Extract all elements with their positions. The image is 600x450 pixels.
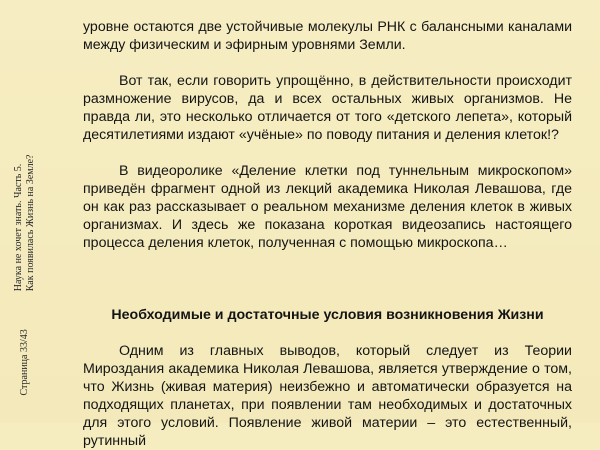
paragraph-3: В видеоролике «Деление клетки под туннельным микроскопом» приведён фрагмент одной из лекций академика Николая Левашова, где он как раз рассказывает о реальном механизме деления клеток в живых организмах. И здесь же показана короткая видеозапись настоящего процесса деления клеток, полученная с помощью микроскопа… bbox=[83, 163, 572, 251]
paragraph-4: Одним из главных выводов, который следует из Теории Мироздания академика Николая Левашова, является утверждение о том, что Жизнь (живая материя) неизбежно и автоматически образуется на подходящих планетах, при появлении там необходимых и достаточных для этого условий. Появление живой материи – это естественный, рутинный bbox=[83, 343, 572, 449]
document-body bbox=[83, 18, 572, 450]
page-number-label: Страница 33/43 bbox=[19, 329, 30, 396]
paragraph-2: Вот так, если говорить упрощённо, в действительности происходит размножение вирусов, да и всех остальных живых организмов. Не правда ли, это несколько отличается от того «детского лепета», который десятилетиями издают «учёные» по поводу питания и деления клеток!? bbox=[83, 73, 572, 143]
running-title-line-1: Наука не хочет знать. Часть 5. bbox=[13, 163, 24, 292]
running-title-line-2: Как появилась Жизнь на Земле? bbox=[25, 154, 36, 292]
section-heading: Необходимые и достаточные условия возникновения Жизни bbox=[111, 307, 544, 323]
sidebar-text bbox=[13, 155, 37, 396]
paragraph-1: уровне остаются две устойчивые молекулы РНК с балансными каналами между физическим и эфирным уровнями Земли. bbox=[83, 19, 572, 53]
sidebar bbox=[8, 150, 42, 400]
running-title bbox=[13, 155, 37, 292]
